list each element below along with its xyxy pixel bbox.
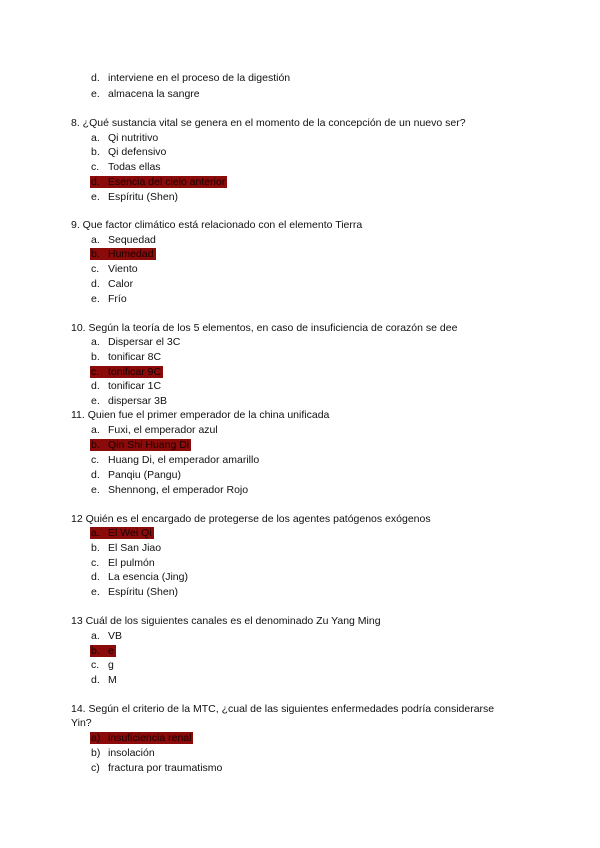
- option-marker: d.: [91, 176, 100, 188]
- q13-option-a: [91, 630, 122, 644]
- option-marker: e.: [91, 191, 100, 203]
- option-text: Calor: [108, 278, 134, 290]
- option-text: Qin Shi Huang Di: [108, 439, 190, 451]
- option-marker: c.: [91, 366, 100, 378]
- option-marker: c.: [91, 659, 100, 671]
- option-marker: c.: [91, 454, 100, 466]
- option-text: g: [108, 659, 114, 671]
- option-marker: b.: [91, 248, 100, 260]
- q9-option-e: [91, 293, 127, 307]
- option-text: Qi defensivo: [108, 146, 167, 158]
- option-intro-d: [91, 72, 290, 86]
- option-text: Frío: [108, 293, 127, 305]
- option-marker: e.: [91, 293, 100, 305]
- option-marker: a.: [91, 630, 100, 642]
- q12-option-d: [91, 571, 188, 585]
- q10-option-b: [91, 351, 161, 365]
- option-marker: b.: [91, 542, 100, 554]
- option-text: Qi nutritivo: [108, 132, 159, 144]
- answer-highlight: [90, 439, 191, 451]
- question-8: 8. ¿Qué sustancia vital se genera en el momento de la concepción de un nuevo ser?: [71, 117, 466, 129]
- option-text: Dispersar el 3C: [108, 336, 181, 348]
- q8-option-b: [91, 146, 166, 160]
- option-marker: a): [91, 732, 101, 744]
- option-text: tonificar 8C: [108, 351, 162, 363]
- q8-option-a: [91, 132, 158, 146]
- option-marker: a.: [91, 424, 100, 436]
- q13-option-c: [91, 659, 114, 673]
- q12-option-e: [91, 586, 178, 600]
- option-text: insuficiencia renal: [108, 732, 192, 744]
- option-text: El Wei Qi: [108, 527, 152, 539]
- option-text: Humedad: [108, 248, 154, 260]
- option-marker: d.: [91, 469, 100, 481]
- option-text: almacena la sangre: [108, 88, 200, 100]
- q12-option-c: [91, 557, 155, 571]
- option-text: Panqiu (Pangu): [108, 469, 181, 481]
- option-text: tonificar 1C: [108, 380, 162, 392]
- q9-option-a: [91, 234, 156, 248]
- q14-option-a-highlighted: [91, 732, 193, 746]
- answer-highlight: [90, 527, 154, 539]
- option-text: El San Jiao: [108, 542, 162, 554]
- option-marker: b.: [91, 439, 100, 451]
- option-marker: d.: [91, 674, 100, 686]
- question-12: 12 Quién es el encargado de protegerse de los agentes patógenos exógenos: [71, 513, 431, 525]
- option-text: El pulmón: [108, 557, 155, 569]
- option-marker: d.: [91, 571, 100, 583]
- q8-option-e: [91, 191, 178, 205]
- option-text: Esencia del cielo anterior: [108, 176, 226, 188]
- option-marker: b): [91, 747, 101, 759]
- option-marker: b.: [91, 146, 100, 158]
- option-text: dispersar 3B: [108, 395, 167, 407]
- answer-highlight: [90, 366, 163, 378]
- q8-option-c: [91, 161, 161, 175]
- option-marker: e.: [91, 484, 100, 496]
- option-text: Todas ellas: [108, 161, 161, 173]
- option-marker: b.: [91, 351, 100, 363]
- answer-highlight: [90, 248, 156, 260]
- question-14-line-2: Yin?: [71, 717, 92, 729]
- q12-option-b: [91, 542, 161, 556]
- option-marker: e.: [91, 586, 100, 598]
- option-marker: a.: [91, 132, 100, 144]
- option-marker: c.: [91, 557, 100, 569]
- q11-option-b-highlighted: [91, 439, 191, 453]
- q10-option-e: [91, 395, 167, 409]
- option-marker: c.: [91, 263, 100, 275]
- option-text: Shennong, el emperador Rojo: [108, 484, 249, 496]
- q10-option-c-highlighted: [91, 366, 163, 380]
- option-marker: d.: [91, 380, 100, 392]
- option-marker: a.: [91, 527, 100, 539]
- question-14-line-1: 14. Según el criterio de la MTC, ¿cual de las siguientes enfermedades podría considerarse: [71, 703, 495, 715]
- option-marker: c.: [91, 161, 100, 173]
- answer-highlight: [90, 645, 116, 657]
- option-text: M: [108, 674, 117, 686]
- question-11: 11. Quien fue el primer emperador de la china unificada: [71, 409, 330, 421]
- option-marker: a.: [91, 234, 100, 246]
- option-marker: e.: [91, 88, 100, 100]
- option-text: La esencia (Jing): [108, 571, 188, 583]
- option-text: insolación: [108, 747, 155, 759]
- option-marker: b.: [91, 645, 100, 657]
- q10-option-d: [91, 380, 161, 394]
- q11-option-d: [91, 469, 181, 483]
- option-text: Sequedad: [108, 234, 156, 246]
- option-text: Espíritu (Shen): [108, 191, 179, 203]
- option-text: interviene en el proceso de la digestión: [108, 72, 291, 84]
- option-marker: d.: [91, 278, 100, 290]
- q11-option-c: [91, 454, 259, 468]
- q9-option-b-highlighted: [91, 248, 156, 262]
- q13-option-b-highlighted: [91, 645, 116, 659]
- q11-option-a: [91, 424, 218, 438]
- q12-option-a-highlighted: [91, 527, 154, 541]
- q14-option-b: [91, 747, 155, 761]
- option-text: e: [108, 645, 114, 657]
- option-marker: d.: [91, 72, 100, 84]
- answer-highlight: [90, 732, 193, 744]
- question-9: 9. Que factor climático está relacionado con el elemento Tierra: [71, 219, 363, 231]
- q9-option-d: [91, 278, 133, 292]
- q9-option-c: [91, 263, 138, 277]
- option-marker: e.: [91, 395, 100, 407]
- option-text: Espíritu (Shen): [108, 586, 179, 598]
- option-text: Fuxi, el emperador azul: [108, 424, 218, 436]
- option-text: tonificar 9C: [108, 366, 162, 378]
- q11-option-e: [91, 484, 248, 498]
- option-marker: c): [91, 762, 100, 774]
- option-intro-e: [91, 88, 200, 102]
- option-text: Viento: [108, 263, 138, 275]
- q8-option-d-highlighted: [91, 176, 227, 190]
- q14-option-c: [91, 762, 222, 776]
- option-text: VB: [108, 630, 123, 642]
- option-text: fractura por traumatismo: [108, 762, 223, 774]
- option-marker: a.: [91, 336, 100, 348]
- question-13: 13 Cuál de los siguientes canales es el denominado Zu Yang Ming: [71, 615, 381, 627]
- answer-highlight: [90, 176, 227, 188]
- option-text: Huang Di, el emperador amarillo: [108, 454, 260, 466]
- q10-option-a: [91, 336, 180, 350]
- q13-option-d: [91, 674, 117, 688]
- question-10: 10. Según la teoría de los 5 elementos, en caso de insuficiencia de corazón se dee: [71, 322, 458, 334]
